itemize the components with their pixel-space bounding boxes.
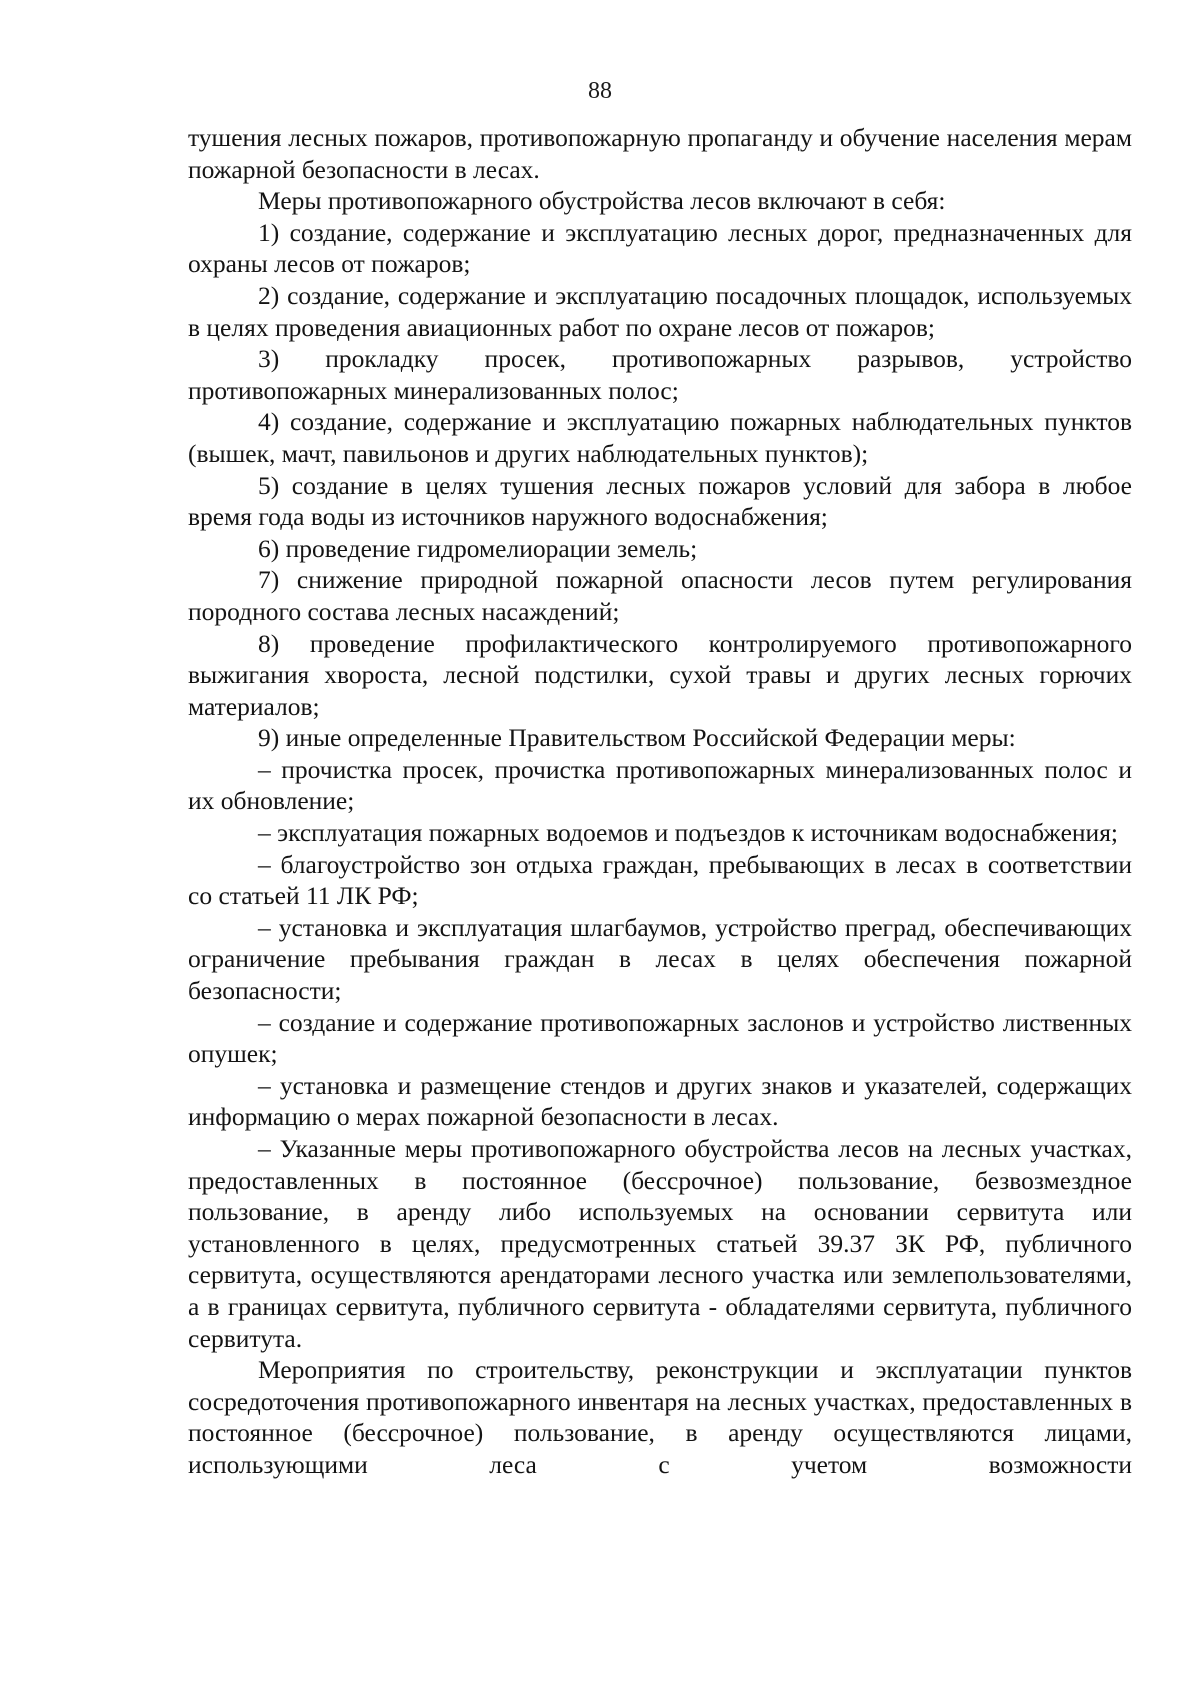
- list-item-6: 6) проведение гидромелиорации земель;: [258, 533, 698, 563]
- list-item-1: 1) создание, содержание и эксплуатацию лесных дорог, предназначенных для охраны лесов от пожаров;: [188, 217, 1132, 279]
- dash-item-4: – установка и эксплуатация шлагбаумов, устройство преград, обеспечивающих ограничение пребывания граждан в лесах в целях обеспечения пожарной безопасности;: [188, 912, 1132, 1006]
- list-item-7: 7) снижение природной пожарной опасности лесов путем регулирования породного состава лесных насаждений;: [188, 565, 1132, 626]
- list-item-5: 5) создание в целях тушения лесных пожаров условий для забора в любое время года воды из источников наружного водоснабжения;: [188, 470, 1132, 532]
- document-body: [188, 122, 1132, 1481]
- list-item-8: 8) проведение профилактического контролируемого противопожарного выжигания хвороста, лесной подстилки, сухой травы и других лесных горючих материалов;: [188, 628, 1132, 721]
- page-number: 88: [588, 78, 612, 104]
- list-item-2: 2) создание, содержание и эксплуатацию посадочных площадок, используемых в целях проведения авиационных работ по охране лесов от пожаров;: [188, 280, 1132, 342]
- dash-item-6: – установка и размещение стендов и других знаков и указателей, содержащих информацию о мерах пожарной безопасности в лесах.: [188, 1070, 1132, 1132]
- dash-item-3: – благоустройство зон отдыха граждан, пребывающих в лесах в соответствии со статьей 11 ЛК РФ;: [188, 849, 1132, 911]
- dash-item-2: – эксплуатация пожарных водоемов и подъездов к источникам водоснабжения;: [258, 818, 1119, 848]
- paragraph-measures-intro: Меры противопожарного обустройства лесов включают в себя:: [258, 186, 946, 216]
- paragraph-specified-measures: – Указанные меры противопожарного обустройства лесов на лесных участках, предоставленных в постоянное (бессрочное) пользование, безвозмездное пользование, в аренду либо используемых на основании сервитута или установленного в целях, предусмотренных статьей 39.37 ЗК РФ, публичного сервитута, осуществляются арендаторами лесного участка или землепользователями, а в границах сервитута, публичного сервитута - обладателями сервитута, публичного сервитута.: [188, 1134, 1132, 1353]
- paragraph-activities: Мероприятия по строительству, реконструкции и эксплуатации пунктов сосредоточения противопожарного инвентаря на лесных участках, предоставленных в постоянное (бессрочное) пользование, в аренду осуществляются лицами, использующими леса с учетом возможности: [188, 1355, 1132, 1479]
- list-item-3: 3) прокладку просек, противопожарных разрывов, устройство противопожарных минерализованных полос;: [188, 344, 1132, 405]
- dash-item-5: – создание и содержание противопожарных заслонов и устройство лиственных опушек;: [188, 1007, 1132, 1069]
- list-item-4: 4) создание, содержание и эксплуатацию пожарных наблюдательных пунктов (вышек, мачт, павильонов и других наблюдательных пунктов);: [188, 407, 1132, 468]
- list-item-9: 9) иные определенные Правительством Российской Федерации меры:: [258, 723, 1016, 753]
- dash-item-1: – прочистка просек, прочистка противопожарных минерализованных полос и их обновление;: [188, 754, 1132, 816]
- paragraph-continuation: тушения лесных пожаров, противопожарную пропаганду и обучение населения мерам пожарной безопасности в лесах.: [188, 123, 1132, 184]
